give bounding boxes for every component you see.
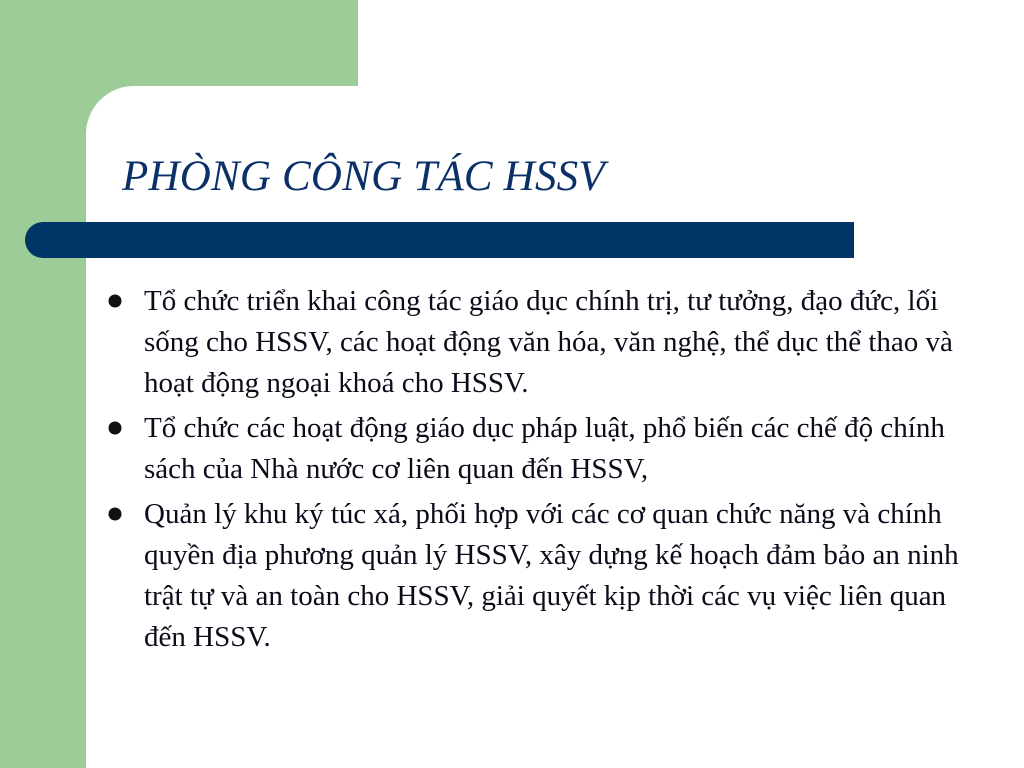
- bullet-dot-icon: [107, 293, 123, 309]
- title-underline-bar: [25, 222, 854, 258]
- bullet-text: Tổ chức triển khai công tác giáo dục chính trị, tư tưởng, đạo đức, lối sống cho HSSV, các hoạt động văn hóa, văn nghệ, thể dục thể thao và hoạt động ngoại khoá cho HSSV.: [144, 285, 953, 399]
- bullet-text: Quản lý khu ký túc xá, phối hợp với các cơ quan chức năng và chính quyền địa phương quản lý HSSV, xây dựng kế hoạch đảm bảo an ninh trật tự và an toàn cho HSSV, giải quyết kịp thời các vụ việc liên quan đến HSSV.: [144, 498, 959, 653]
- slide-title: PHÒNG CÔNG TÁC HSSV: [122, 153, 605, 200]
- bullet-item: [104, 281, 984, 404]
- bullet-dot-icon: [107, 420, 123, 436]
- bullet-item: [104, 408, 984, 490]
- bullet-text: Tổ chức các hoạt động giáo dục pháp luật, phổ biến các chế độ chính sách của Nhà nước cơ liên quan đến HSSV,: [144, 412, 945, 485]
- bullet-item: [104, 494, 984, 658]
- bullet-dot-icon: [107, 506, 123, 522]
- bullet-list: [104, 281, 984, 662]
